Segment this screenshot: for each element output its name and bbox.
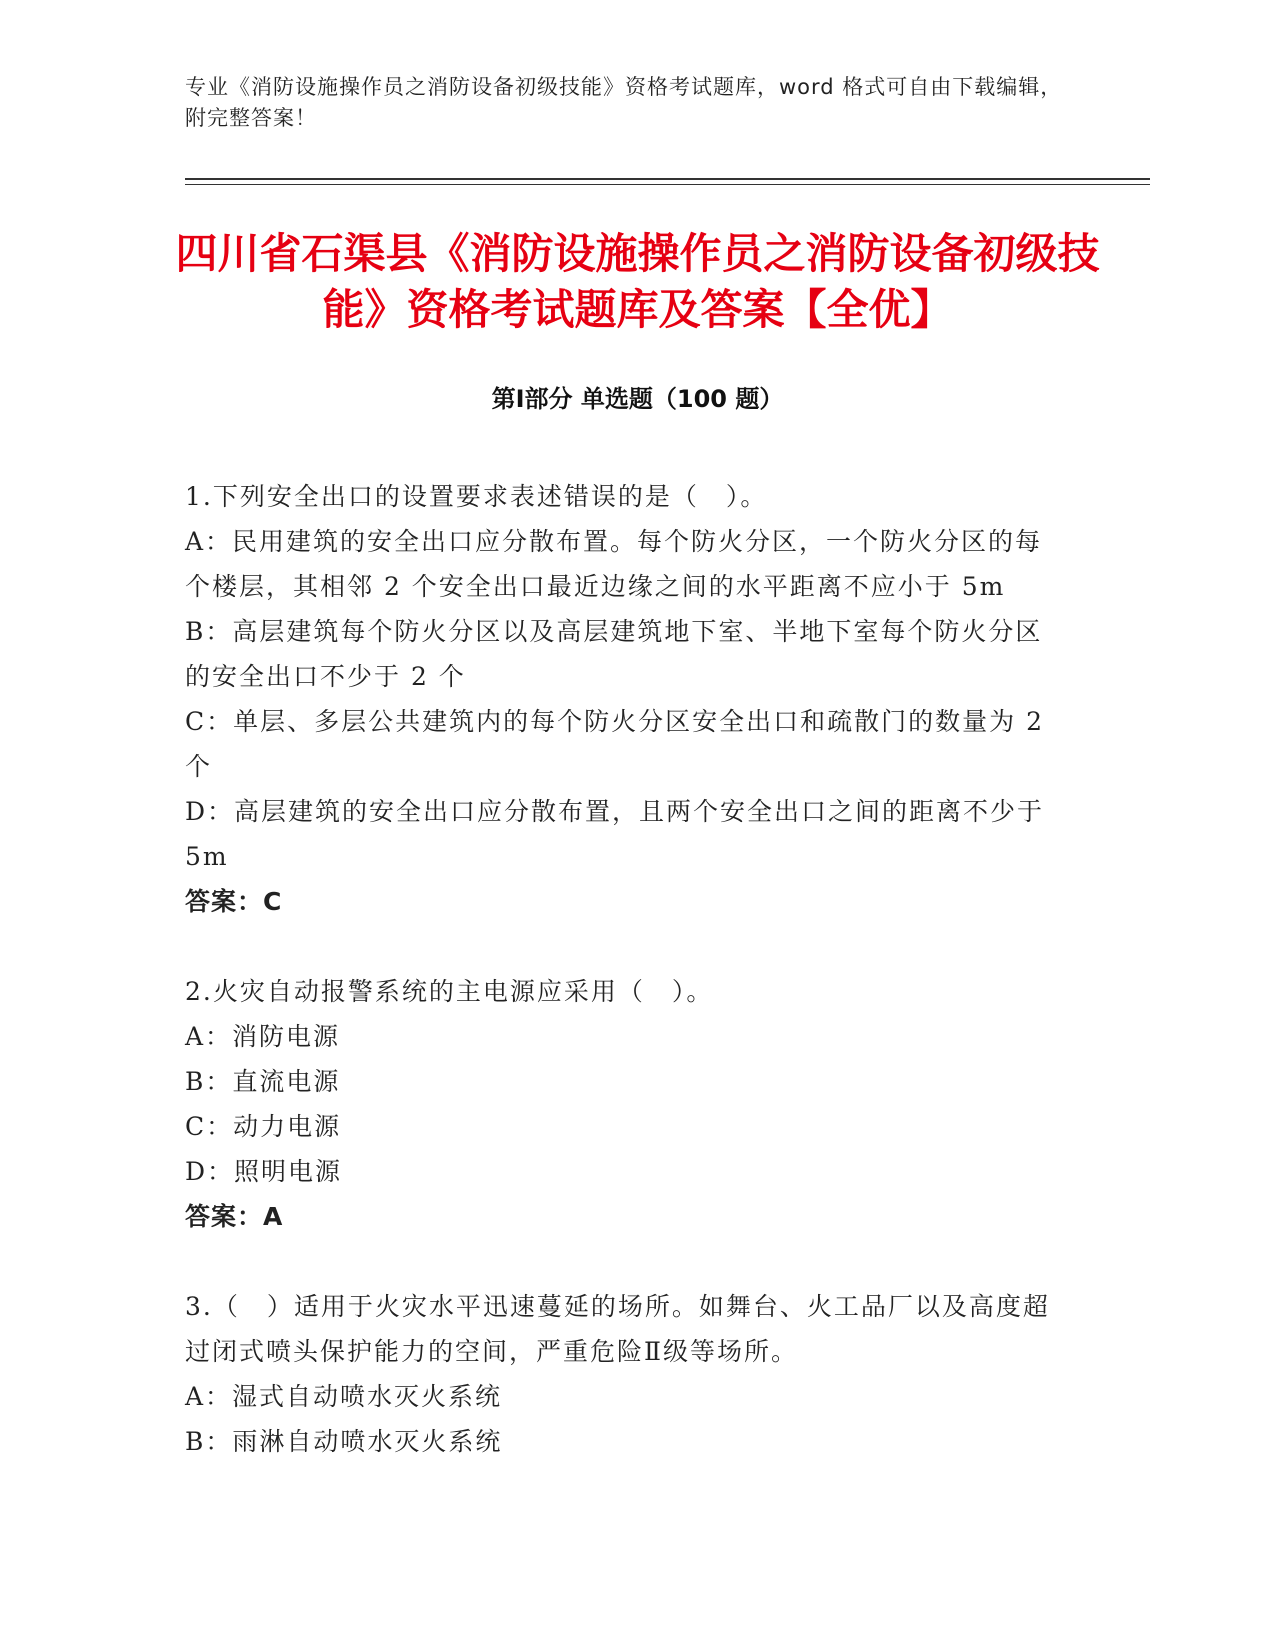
option-c: C：单层、多层公共建筑内的每个防火分区安全出口和疏散门的数量为 2 个 [185,707,1044,781]
question-stem: 3.（ ）适用于火灾水平迅速蔓延的场所。如舞台、火工品厂以及高度超过闭式喷头保护能力的空间，严重危险Ⅱ级等场所。 [185,1292,1050,1366]
document-title: 四川省石渠县《消防设施操作员之消防设备初级技能》资格考试题库及答案【全优】 [175,229,1100,334]
header-divider-thick [185,178,1150,180]
option-a: A：消防电源 [185,1022,341,1051]
header-divider-thin [185,184,1150,185]
option-b: B：高层建筑每个防火分区以及高层建筑地下室、半地下室每个防火分区的安全出口不少于 2 个 [185,617,1043,691]
header-note: 专业《消防设施操作员之消防设备初级技能》资格考试题库，word 格式可自由下载编辑，附完整答案！ [185,75,1063,130]
question-2 [185,969,1065,1239]
option-b: B：直流电源 [185,1067,341,1096]
question-1 [185,474,1065,924]
option-d: D：高层建筑的安全出口应分散布置，且两个安全出口之间的距离不少于 5m [185,797,1045,871]
question-stem: 1.下列安全出口的设置要求表述错误的是（ ）。 [185,482,768,511]
question-stem: 2.火灾自动报警系统的主电源应采用（ ）。 [185,977,714,1006]
question-list [185,474,1065,1509]
section-heading: 第Ⅰ部分 单选题（100 题） [491,385,784,413]
option-c: C：动力电源 [185,1112,342,1141]
question-3 [185,1284,1065,1464]
answer: 答案：C [185,887,283,916]
option-d: D：照明电源 [185,1157,343,1186]
answer: 答案：A [185,1202,284,1231]
option-a: A：民用建筑的安全出口应分散布置。每个防火分区，一个防火分区的每个楼层，其相邻 2 个安全出口最近边缘之间的水平距离不应小于 5m [185,527,1043,601]
option-b: B：雨淋自动喷水灭火系统 [185,1427,503,1456]
option-a: A：湿式自动喷水灭火系统 [185,1382,503,1411]
